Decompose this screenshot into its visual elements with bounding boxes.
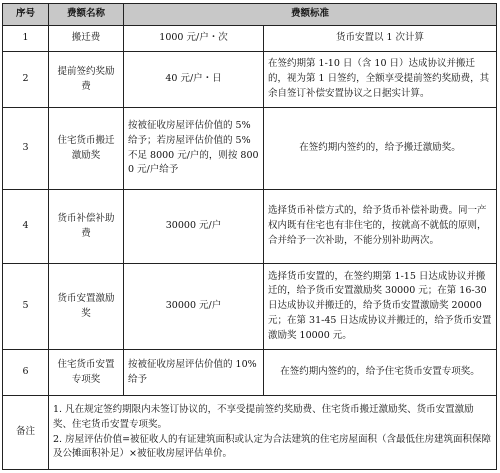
fee-standard-table [2, 3, 497, 470]
table-row [3, 190, 497, 264]
row-description: 在签约期内签约的，给予住宅货币安置专项奖。 [264, 350, 497, 396]
table-row [3, 108, 497, 190]
row-no: 5 [3, 264, 49, 350]
row-amount: 40 元/户・日 [124, 52, 264, 108]
table-row [3, 350, 497, 396]
row-amount: 30000 元/户 [124, 264, 264, 350]
remark-line-2: 2. 房屋评估价值=被征收人的有证建筑面积或认定为合法建筑的住宅房屋面积（含最低住房建筑面积保障及公摊面积补足）×被征收房屋评估单价。 [53, 433, 492, 460]
row-amount: 按被征收房屋评估价值的 10%给予 [124, 350, 264, 396]
row-no: 1 [3, 26, 49, 52]
row-description: 在签约期第 1-10 日（含 10 日）达成协议并搬迁的，视为第 1 日签约，全额享受提前签约奖励费，其余自签订补偿安置协议之日据实计算。 [264, 52, 497, 108]
remarks-label: 备注 [3, 396, 49, 470]
table-row [3, 264, 497, 350]
row-fee-name: 提前签约奖励费 [49, 52, 124, 108]
table-row [3, 52, 497, 108]
header-no: 序号 [3, 4, 49, 26]
header-standard: 费额标准 [124, 4, 497, 26]
row-amount: 1000 元/户・次 [124, 26, 264, 52]
row-fee-name: 货币安置激励奖 [49, 264, 124, 350]
row-fee-name: 货币补偿补助费 [49, 190, 124, 264]
remarks-content [49, 396, 497, 470]
row-amount: 按被征收房屋评估价值的 5% 给予；若房屋评估价值的 5% 不足 8000 元/户的，则按 8000 元/户给予 [124, 108, 264, 190]
remark-line-1: 1. 凡在规定签约期限内未签订协议的，不享受提前签约奖励费、住宅货币搬迁激励奖、货币安置激励奖、住宅货币安置专项奖。 [53, 404, 474, 430]
remarks-row [3, 396, 497, 470]
row-no: 3 [3, 108, 49, 190]
row-no: 6 [3, 350, 49, 396]
row-no: 4 [3, 190, 49, 264]
row-description: 选择货币安置的，在签约期第 1-15 日达成协议并搬迁的，给予货币安置激励奖 30000 元；在第 16-30 日达成协议并搬迁的，给予货币安置激励奖 20000 元；在第 31-45 日达成协议并搬迁的，给予货币安置激励奖 10000 元。 [264, 264, 497, 350]
row-description: 在签约期内签约的，给予搬迁激励奖。 [264, 108, 497, 190]
table-row [3, 26, 497, 52]
row-no: 2 [3, 52, 49, 108]
row-fee-name: 住宅货币安置专项奖 [49, 350, 124, 396]
row-description: 货币安置以 1 次计算 [264, 26, 497, 52]
header-row [3, 4, 497, 26]
row-fee-name: 住宅货币搬迁激励奖 [49, 108, 124, 190]
row-amount: 30000 元/户 [124, 190, 264, 264]
row-fee-name: 搬迁费 [49, 26, 124, 52]
header-name: 费额名称 [49, 4, 124, 26]
row-description: 选择货币补偿方式的，给予货币补偿补助费。同一产权内既有住宅也有非住宅的，按就高不就低的原则，合并给予一次补助，不能分别补助两次。 [264, 190, 497, 264]
